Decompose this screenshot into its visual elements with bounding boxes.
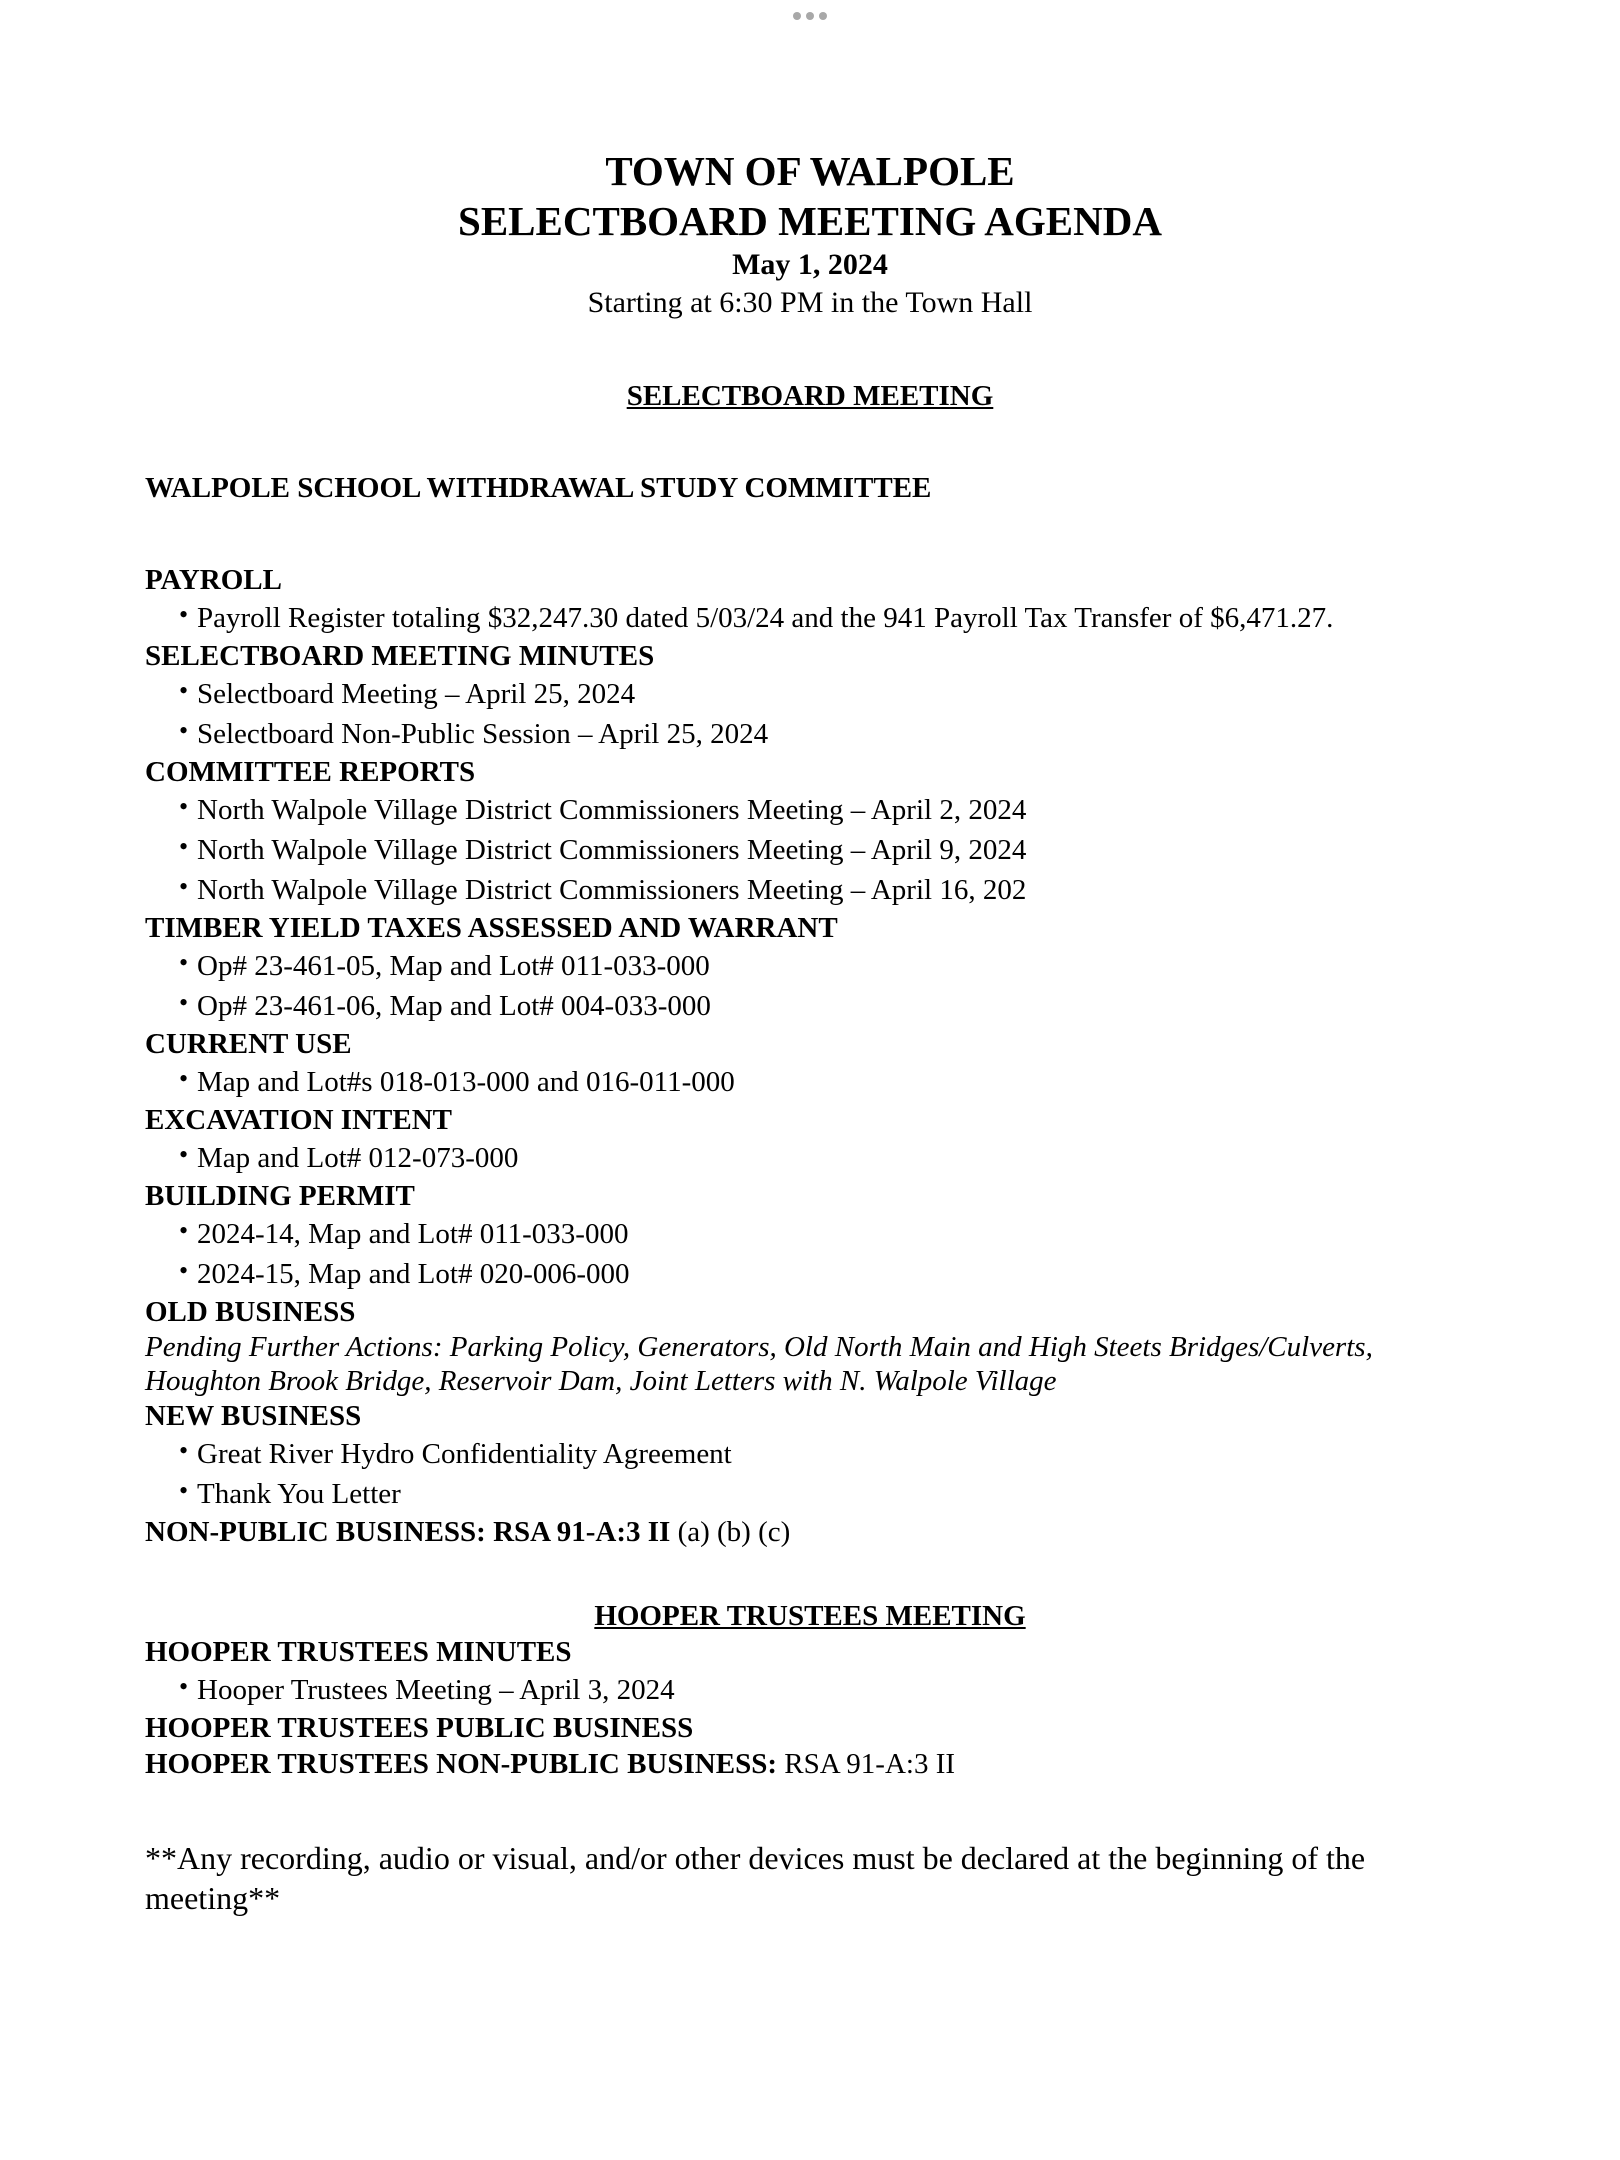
hooper-non-public-business-heading: HOOPER TRUSTEES NON-PUBLIC BUSINESS: RSA 91-A:3 II [145, 1748, 956, 1780]
timber-heading: TIMBER YIELD TAXES ASSESSED AND WARRANT [145, 912, 838, 944]
committee-reports-list [145, 790, 1545, 910]
list-item: • Thank You Letter [179, 1476, 401, 1510]
list-item: • Op# 23-461-06, Map and Lot# 004-033-000 [179, 988, 711, 1022]
timber-list [145, 946, 1545, 1026]
withdrawal-committee-heading [145, 470, 1545, 506]
hooper-minutes-heading: HOOPER TRUSTEES MINUTES [145, 1636, 572, 1668]
non-public-business-subsections: (a) (b) (c) [670, 1516, 791, 1548]
meeting-time-location: Starting at 6:30 PM in the Town Hall [587, 286, 1033, 319]
list-item: • North Walpole Village District Commissioners Meeting – April 16, 202 [179, 872, 1027, 906]
current-use-heading: CURRENT USE [145, 1028, 352, 1060]
selectboard-section-heading: SELECTBOARD MEETING [626, 380, 994, 412]
recording-notice-line-2: meeting** [145, 1880, 281, 1916]
ellipsis-dot [819, 12, 827, 20]
recording-notice-line-1: **Any recording, audio or visual, and/or other devices must be declared at the beginning of the [145, 1840, 1366, 1876]
building-permit-list [145, 1214, 1545, 1294]
old-business-line-2: Houghton Brook Bridge, Reservoir Dam, Joint Letters with N. Walpole Village [145, 1365, 1057, 1397]
list-item: • Op# 23-461-05, Map and Lot# 011-033-000 [179, 948, 710, 982]
minutes-list [145, 674, 1545, 754]
list-item: • Hooper Trustees Meeting – April 3, 2024 [179, 1672, 675, 1706]
hooper-section-heading: HOOPER TRUSTEES MEETING [594, 1600, 1026, 1632]
hooper-public-business-heading: HOOPER TRUSTEES PUBLIC BUSINESS [145, 1712, 694, 1744]
excavation-heading: EXCAVATION INTENT [145, 1104, 453, 1136]
payroll-list [145, 598, 1545, 638]
title-line-2: SELECTBOARD MEETING AGENDA [458, 198, 1162, 244]
hooper-agenda [145, 1634, 1545, 1782]
old-business-line-1: Pending Further Actions: Parking Policy, Generators, Old North Main and High Steets Bridges/Culverts, [145, 1331, 1373, 1363]
committee-reports-heading: COMMITTEE REPORTS [145, 756, 476, 788]
non-public-business-heading: NON-PUBLIC BUSINESS: RSA 91-A:3 II (a) (b) (c) [145, 1516, 791, 1548]
list-item: • Selectboard Meeting – April 25, 2024 [179, 676, 636, 710]
ellipsis-icon[interactable] [793, 12, 827, 20]
new-business-heading: NEW BUSINESS [145, 1400, 362, 1432]
selectboard-agenda [145, 562, 1545, 1550]
minutes-heading: SELECTBOARD MEETING MINUTES [145, 640, 655, 672]
hooper-non-public-rsa: RSA 91-A:3 II [776, 1748, 956, 1780]
list-item: • 2024-14, Map and Lot# 011-033-000 [179, 1216, 629, 1250]
withdrawal-committee-label: WALPOLE SCHOOL WITHDRAWAL STUDY COMMITTEE [145, 472, 932, 504]
current-use-list [145, 1062, 1545, 1102]
list-item: • Selectboard Non-Public Session – April 25, 2024 [179, 716, 769, 750]
list-item: • Map and Lot# 012-073-000 [179, 1140, 519, 1174]
old-business-heading: OLD BUSINESS [145, 1296, 356, 1328]
building-permit-heading: BUILDING PERMIT [145, 1180, 415, 1212]
ellipsis-dot [806, 12, 814, 20]
list-item: • Map and Lot#s 018-013-000 and 016-011-000 [179, 1064, 735, 1098]
payroll-heading: PAYROLL [145, 564, 282, 596]
recording-notice [145, 1838, 1445, 1918]
meeting-date: May 1, 2024 [732, 248, 888, 281]
list-item: • North Walpole Village District Commissioners Meeting – April 2, 2024 [179, 792, 1027, 826]
ellipsis-dot [793, 12, 801, 20]
list-item: • Great River Hydro Confidentiality Agreement [179, 1436, 732, 1470]
list-item: • Payroll Register totaling $32,247.30 dated 5/03/24 and the 941 Payroll Tax Transfer of $6,471.27. [179, 600, 1334, 634]
list-item: • North Walpole Village District Commissioners Meeting – April 9, 2024 [179, 832, 1027, 866]
document-header [0, 146, 1620, 322]
hooper-minutes-list [145, 1670, 1545, 1710]
title-line-1: TOWN OF WALPOLE [605, 148, 1015, 194]
new-business-list [145, 1434, 1545, 1514]
list-item: • 2024-15, Map and Lot# 020-006-000 [179, 1256, 630, 1290]
excavation-list [145, 1138, 1545, 1178]
